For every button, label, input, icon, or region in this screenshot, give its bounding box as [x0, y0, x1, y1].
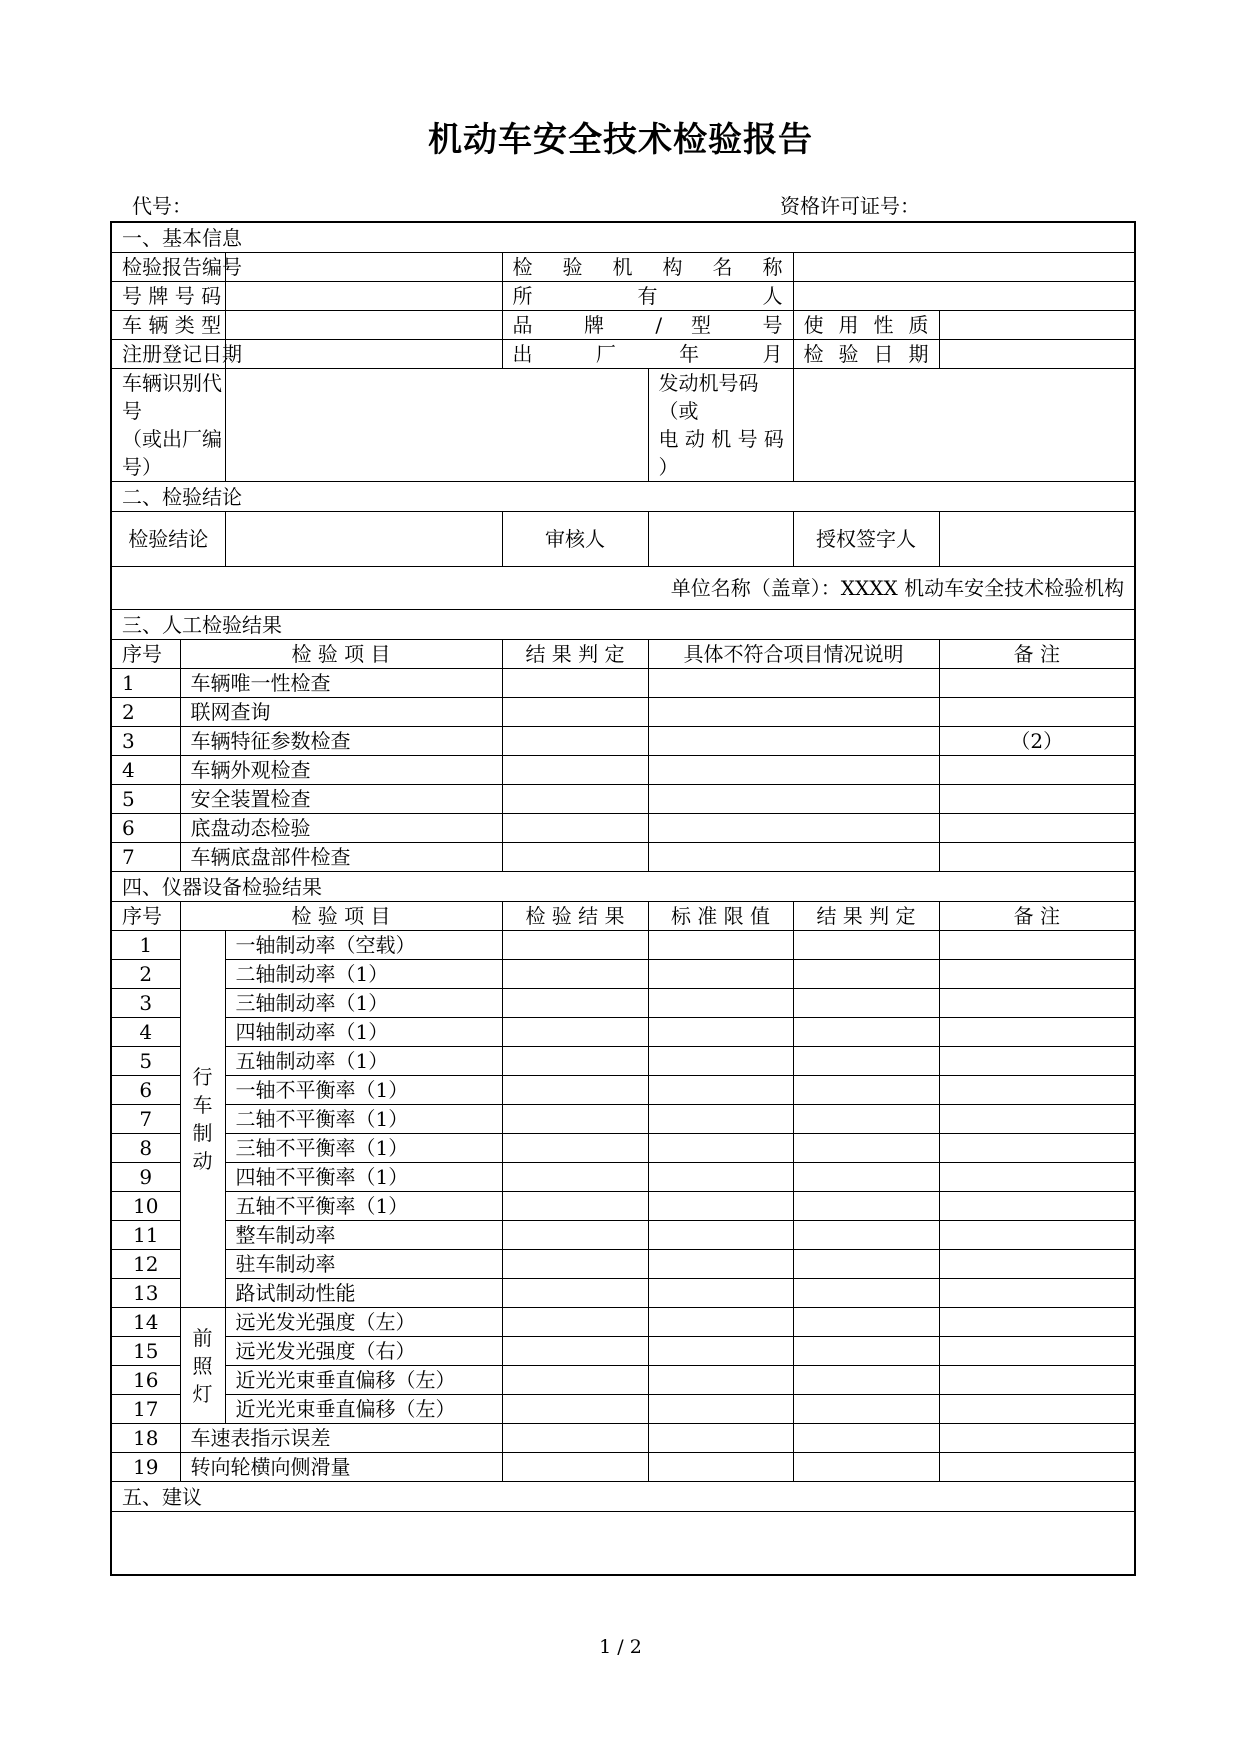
manual-col-judge: 结 果 判 定: [502, 640, 648, 669]
plate-no-label: 号 牌 号 码: [111, 282, 225, 311]
instrument-row-result[interactable]: [502, 1395, 648, 1424]
group-label-char: 动: [192, 1149, 213, 1173]
group-label-char: 灯: [192, 1381, 213, 1406]
instrument-row-item: 三轴不平衡率（1）: [225, 1134, 502, 1163]
instrument-row-no: 11: [111, 1221, 180, 1250]
inst-col-item: 检 验 项 目: [180, 902, 502, 931]
instrument-row-limit[interactable]: [648, 1134, 793, 1163]
section-instrument-heading: 四、仪器设备检验结果: [111, 872, 1135, 902]
conclusion-value[interactable]: [225, 512, 502, 567]
instrument-row-note[interactable]: [939, 1366, 1135, 1395]
instrument-row-note[interactable]: [939, 1192, 1135, 1221]
instrument-row: [111, 1250, 1135, 1279]
manual-row-no: 2: [111, 698, 180, 727]
vin-label: [111, 369, 225, 482]
reg-date-label: 注册登记日期: [111, 340, 225, 369]
instrument-row-item: 五轴不平衡率（1）: [225, 1192, 502, 1221]
instrument-row-item: 四轴不平衡率（1）: [225, 1163, 502, 1192]
instrument-row-limit[interactable]: [648, 1163, 793, 1192]
instrument-row-result[interactable]: [502, 1366, 648, 1395]
instrument-row-item: 路试制动性能: [225, 1279, 502, 1308]
instrument-row-judge[interactable]: [793, 1424, 939, 1453]
manual-row-note[interactable]: [939, 843, 1135, 872]
instrument-row-note[interactable]: [939, 1105, 1135, 1134]
instrument-row-item: 车速表指示误差: [180, 1424, 502, 1453]
group-label-char: 照: [192, 1353, 213, 1378]
instrument-row: [111, 1453, 1135, 1482]
report-no-label: 检验报告编号: [111, 253, 225, 282]
instrument-row-note[interactable]: [939, 1453, 1135, 1482]
manual-row-desc[interactable]: [648, 727, 939, 756]
group-label-char: 车: [192, 1093, 213, 1117]
manual-row-item: 安全装置检查: [180, 785, 502, 814]
instrument-row-result[interactable]: [502, 1337, 648, 1366]
instrument-row-no: 3: [111, 989, 180, 1018]
inst-col-note: 备 注: [939, 902, 1135, 931]
vin-label-line1: 车辆识别代号: [122, 371, 222, 423]
instrument-row-limit[interactable]: [648, 1337, 793, 1366]
instrument-row-no: 13: [111, 1279, 180, 1308]
manual-row-note[interactable]: [939, 698, 1135, 727]
instrument-row-no: 2: [111, 960, 180, 989]
instrument-row: [111, 1076, 1135, 1105]
inst-col-limit: 标 准 限 值: [648, 902, 793, 931]
instrument-row-judge[interactable]: [793, 1076, 939, 1105]
inst-col-judge: 结 果 判 定: [793, 902, 939, 931]
instrument-row-no: 10: [111, 1192, 180, 1221]
instrument-row-note[interactable]: [939, 1424, 1135, 1453]
instrument-row-judge[interactable]: [793, 989, 939, 1018]
instrument-row-no: 15: [111, 1337, 180, 1366]
instrument-row-no: 4: [111, 1018, 180, 1047]
manual-row-judge[interactable]: [502, 785, 648, 814]
manual-col-item: 检 验 项 目: [180, 640, 502, 669]
instrument-row-no: 1: [111, 931, 180, 960]
instrument-row-note[interactable]: [939, 1221, 1135, 1250]
manual-row-desc[interactable]: [648, 843, 939, 872]
instrument-row-judge[interactable]: [793, 1337, 939, 1366]
instrument-row-item: 驻车制动率: [225, 1250, 502, 1279]
engine-no-label: [648, 369, 793, 482]
instrument-row-item: 一轴不平衡率（1）: [225, 1076, 502, 1105]
instrument-row-result[interactable]: [502, 931, 648, 960]
instrument-row-limit[interactable]: [648, 989, 793, 1018]
instrument-row-no: 17: [111, 1395, 180, 1424]
instrument-row-result[interactable]: [502, 1105, 648, 1134]
manual-row-note[interactable]: [939, 814, 1135, 843]
instrument-row-judge[interactable]: [793, 1395, 939, 1424]
instrument-row-item: 转向轮横向侧滑量: [180, 1453, 502, 1482]
instrument-row-no: 6: [111, 1076, 180, 1105]
manual-row-no: 4: [111, 756, 180, 785]
manual-row-note[interactable]: （2）: [939, 727, 1135, 756]
manual-row-item: 车辆唯一性检查: [180, 669, 502, 698]
instrument-row-limit[interactable]: [648, 960, 793, 989]
group-label-char: 前: [192, 1325, 213, 1350]
instrument-row-item: 远光发光强度（左）: [225, 1308, 502, 1337]
instrument-row-note[interactable]: [939, 1337, 1135, 1366]
manual-row-desc[interactable]: [648, 698, 939, 727]
manual-row-desc[interactable]: [648, 669, 939, 698]
manual-row-judge[interactable]: [502, 843, 648, 872]
instrument-row: [111, 1163, 1135, 1192]
manual-row: [111, 843, 1135, 872]
instrument-row-limit[interactable]: [648, 1424, 793, 1453]
instrument-row-no: 16: [111, 1366, 180, 1395]
instrument-row: [111, 1366, 1135, 1395]
group-label-char: 行: [192, 1065, 213, 1089]
instrument-row-item: 近光光束垂直偏移（左）: [225, 1366, 502, 1395]
instrument-row-no: 12: [111, 1250, 180, 1279]
instrument-row-judge[interactable]: [793, 1279, 939, 1308]
reviewer-value[interactable]: [648, 512, 793, 567]
instrument-row: [111, 1308, 1135, 1337]
instrument-row-judge[interactable]: [793, 1047, 939, 1076]
manual-row-item: 车辆外观检查: [180, 756, 502, 785]
conclusion-label: 检验结论: [111, 512, 225, 567]
manual-row-no: 6: [111, 814, 180, 843]
instrument-row-note[interactable]: [939, 1279, 1135, 1308]
instrument-row-note[interactable]: [939, 1395, 1135, 1424]
manual-row-judge[interactable]: [502, 669, 648, 698]
instrument-row-item: 整车制动率: [225, 1221, 502, 1250]
instrument-row-item: 远光发光强度（右）: [225, 1337, 502, 1366]
instrument-row-no: 8: [111, 1134, 180, 1163]
agency-name-value[interactable]: [793, 253, 1135, 282]
instrument-row-result[interactable]: [502, 1453, 648, 1482]
instrument-row-limit[interactable]: [648, 1453, 793, 1482]
instrument-row-note[interactable]: [939, 1018, 1135, 1047]
instrument-row-limit[interactable]: [648, 1250, 793, 1279]
inspect-date-label: 检 验 日 期: [793, 340, 939, 369]
page-number: 1 / 2: [599, 1636, 642, 1658]
instrument-row-result[interactable]: [502, 1192, 648, 1221]
manual-row-judge[interactable]: [502, 814, 648, 843]
instrument-row: [111, 1424, 1135, 1453]
instrument-row-item: 近光光束垂直偏移（左）: [225, 1395, 502, 1424]
use-nature-label: 使 用 性 质: [793, 311, 939, 340]
signer-label: 授权签字人: [793, 512, 939, 567]
report-no-value[interactable]: [225, 253, 502, 282]
instrument-row-judge[interactable]: [793, 1308, 939, 1337]
instrument-row-limit[interactable]: [648, 1047, 793, 1076]
manual-row-desc[interactable]: [648, 814, 939, 843]
manual-row-note[interactable]: [939, 756, 1135, 785]
owner-value[interactable]: [793, 282, 1135, 311]
instrument-row-limit[interactable]: [648, 1076, 793, 1105]
instrument-row-limit[interactable]: [648, 1192, 793, 1221]
instrument-row: [111, 1047, 1135, 1076]
instrument-row-limit[interactable]: [648, 1279, 793, 1308]
instrument-row-judge[interactable]: [793, 1250, 939, 1279]
reg-date-value[interactable]: [225, 340, 502, 369]
inst-col-no: 序号: [111, 902, 180, 931]
manual-row-note[interactable]: [939, 669, 1135, 698]
section-manual-heading: 三、人工检验结果: [111, 610, 1135, 640]
inst-col-result: 检 验 结 果: [502, 902, 648, 931]
inspect-date-value[interactable]: [939, 340, 1135, 369]
instrument-row-note[interactable]: [939, 989, 1135, 1018]
manual-row-no: 5: [111, 785, 180, 814]
page-title: 机动车安全技术检验报告: [428, 120, 813, 160]
instrument-row-result[interactable]: [502, 960, 648, 989]
manual-col-no: 序号: [111, 640, 180, 669]
instrument-row: [111, 989, 1135, 1018]
section-conclusion-heading: 二、检验结论: [111, 482, 1135, 512]
instrument-row-judge[interactable]: [793, 931, 939, 960]
instrument-row-item: 二轴不平衡率（1）: [225, 1105, 502, 1134]
instrument-row-limit[interactable]: [648, 1221, 793, 1250]
instrument-row: [111, 1134, 1135, 1163]
instrument-row-note[interactable]: [939, 1134, 1135, 1163]
instrument-row-note[interactable]: [939, 1076, 1135, 1105]
instrument-row-judge[interactable]: [793, 1192, 939, 1221]
manual-row-item: 车辆底盘部件检查: [180, 843, 502, 872]
manual-row-item: 车辆特征参数检查: [180, 727, 502, 756]
org-stamp: 单位名称（盖章）：XXXX 机动车安全技术检验机构: [111, 567, 1135, 610]
section-suggestion-heading: 五、建议: [111, 1482, 1135, 1512]
instrument-row-note[interactable]: [939, 1047, 1135, 1076]
instrument-row-limit[interactable]: [648, 1105, 793, 1134]
instrument-row-note[interactable]: [939, 960, 1135, 989]
manual-row-note[interactable]: [939, 785, 1135, 814]
group-label-char: 制: [192, 1121, 213, 1145]
manual-row-no: 7: [111, 843, 180, 872]
instrument-row: [111, 1337, 1135, 1366]
instrument-row: [111, 960, 1135, 989]
vin-value[interactable]: [225, 369, 648, 482]
instrument-row-judge[interactable]: [793, 1453, 939, 1482]
section-basic-info-heading: 一、基本信息: [111, 222, 1135, 253]
instrument-row-result[interactable]: [502, 1250, 648, 1279]
manual-row-item: 底盘动态检验: [180, 814, 502, 843]
instrument-row-result[interactable]: [502, 1279, 648, 1308]
brand-model-label: 品 牌 / 型 号: [502, 311, 793, 340]
code-label: 代号：: [132, 194, 192, 218]
instrument-row-result[interactable]: [502, 1163, 648, 1192]
instrument-row-limit[interactable]: [648, 1395, 793, 1424]
instrument-row-result[interactable]: [502, 1076, 648, 1105]
manual-row: [111, 727, 1135, 756]
instrument-row: [111, 1221, 1135, 1250]
manual-row-judge[interactable]: [502, 698, 648, 727]
instrument-row-item: 三轴制动率（1）: [225, 989, 502, 1018]
instrument-row-result[interactable]: [502, 1047, 648, 1076]
instrument-row-no: 18: [111, 1424, 180, 1453]
instrument-row-judge[interactable]: [793, 1221, 939, 1250]
instrument-row-limit[interactable]: [648, 1366, 793, 1395]
manual-row-no: 1: [111, 669, 180, 698]
manual-row-no: 3: [111, 727, 180, 756]
manual-row-item: 联网查询: [180, 698, 502, 727]
instrument-group-label: [180, 1308, 225, 1424]
manual-row-judge[interactable]: [502, 756, 648, 785]
agency-name-label: 检验机构名称: [502, 253, 793, 282]
manual-row: [111, 785, 1135, 814]
engine-label-line1: 发动机号码（或: [658, 371, 759, 423]
instrument-row-no: 5: [111, 1047, 180, 1076]
manual-row-desc[interactable]: [648, 756, 939, 785]
instrument-row-note[interactable]: [939, 1163, 1135, 1192]
license-label: 资格许可证号：: [780, 194, 920, 218]
instrument-group-label: [180, 931, 225, 1308]
manual-col-note: 备 注: [939, 640, 1135, 669]
instrument-row-result[interactable]: [502, 989, 648, 1018]
instrument-row-note[interactable]: [939, 1250, 1135, 1279]
instrument-row: [111, 1018, 1135, 1047]
manual-row: [111, 756, 1135, 785]
owner-label: 所 有 人: [502, 282, 793, 311]
instrument-row-judge[interactable]: [793, 1366, 939, 1395]
instrument-row-judge[interactable]: [793, 1105, 939, 1134]
instrument-row-result[interactable]: [502, 1221, 648, 1250]
manual-row: [111, 698, 1135, 727]
engine-no-value[interactable]: [793, 369, 1135, 482]
instrument-row-no: 19: [111, 1453, 180, 1482]
instrument-row-judge[interactable]: [793, 1018, 939, 1047]
instrument-row-result[interactable]: [502, 1134, 648, 1163]
instrument-row-no: 14: [111, 1308, 180, 1337]
vin-label-line2: （或出厂编号）: [122, 427, 222, 479]
instrument-row-note[interactable]: [939, 1308, 1135, 1337]
signer-value[interactable]: [939, 512, 1135, 567]
manual-row: [111, 814, 1135, 843]
instrument-row: [111, 931, 1135, 960]
instrument-row-judge[interactable]: [793, 1134, 939, 1163]
manual-row-judge[interactable]: [502, 727, 648, 756]
instrument-row: [111, 1279, 1135, 1308]
instrument-row-limit[interactable]: [648, 1308, 793, 1337]
mfg-date-label: 出 厂 年 月: [502, 340, 793, 369]
instrument-row: [111, 1192, 1135, 1221]
instrument-row: [111, 1105, 1135, 1134]
instrument-row-note[interactable]: [939, 931, 1135, 960]
engine-label-line2: 电 动 机 号 码 ）: [658, 427, 784, 479]
instrument-row-limit[interactable]: [648, 1018, 793, 1047]
plate-no-value[interactable]: [225, 282, 502, 311]
instrument-row-item: 四轴制动率（1）: [225, 1018, 502, 1047]
instrument-row-result[interactable]: [502, 1308, 648, 1337]
vehicle-type-label: 车 辆 类 型: [111, 311, 225, 340]
instrument-row-limit[interactable]: [648, 931, 793, 960]
use-nature-value[interactable]: [939, 311, 1135, 340]
instrument-row-item: 二轴制动率（1）: [225, 960, 502, 989]
report-table: [110, 221, 1136, 1576]
manual-row-desc[interactable]: [648, 785, 939, 814]
instrument-row-no: 9: [111, 1163, 180, 1192]
vehicle-type-value[interactable]: [225, 311, 502, 340]
reviewer-label: 审核人: [502, 512, 648, 567]
suggestion-value[interactable]: [111, 1512, 1135, 1576]
manual-col-desc: 具体不符合项目情况说明: [648, 640, 939, 669]
instrument-row-item: 五轴制动率（1）: [225, 1047, 502, 1076]
instrument-row-item: 一轴制动率（空载）: [225, 931, 502, 960]
instrument-row-judge[interactable]: [793, 1163, 939, 1192]
instrument-row-no: 7: [111, 1105, 180, 1134]
instrument-row-judge[interactable]: [793, 960, 939, 989]
manual-row: [111, 669, 1135, 698]
instrument-row-result[interactable]: [502, 1424, 648, 1453]
instrument-row-result[interactable]: [502, 1018, 648, 1047]
instrument-row: [111, 1395, 1135, 1424]
